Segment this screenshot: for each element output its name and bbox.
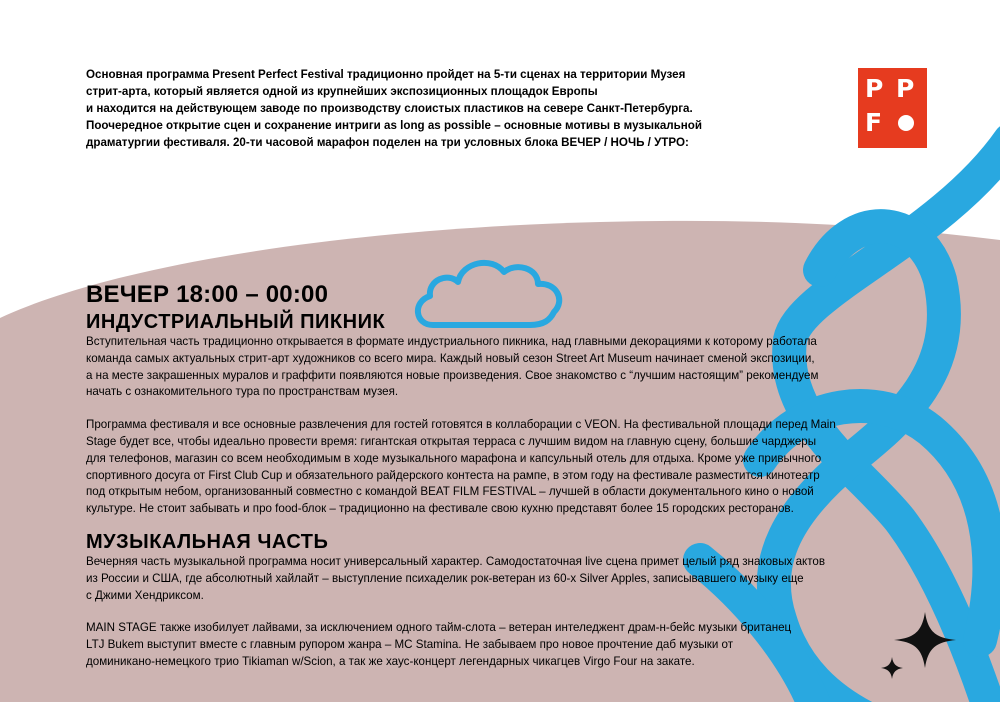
section-subheading: ИНДУСТРИАЛЬНЫЙ ПИКНИК: [86, 311, 386, 333]
logo-letter: P: [865, 74, 884, 103]
text-line: спортивного досуга от First Club Cup и обязательного райдерского контеста на рампе, в этом году на фестивале разместится кинотеатр: [86, 468, 820, 482]
paragraph-music: [86, 554, 916, 604]
paragraph-picnic: [86, 334, 916, 401]
text-line: LTJ Bukem выступит вместе с главным рупором жанра – MC Stamina. Не забываем про новое прочтение даб музыки от: [86, 638, 734, 652]
intro-line: Основная программа Present Perfect Festival традиционно пройдет на 5-ти сценах на территории Музея: [86, 68, 686, 81]
text-line: MAIN STAGE также изобилует лайвами, за исключением одного тайм-слота – ветеран интеледжент драм-н-бейс музыки британец: [86, 621, 792, 635]
text-line: а на месте закрашенных муралов и граффити появляются новые произведения. Свое знакомство с “лучшим настоящим” рекомендуем: [86, 368, 819, 382]
text-line: Вступительная часть традиционно открывается в формате индустриального пикника, над главными декорациями к которому работала: [86, 335, 817, 348]
intro-line: Поочередное открытие сцен и сохранение интриги as long as possible – основные мотивы в музыкальной: [86, 119, 702, 132]
text-line: Программа фестиваля и все основные развлечения для гостей готовятся в коллаборации с VEON. На фестивальной площади перед Main: [86, 418, 836, 432]
text-line: для телефонов, магазин со всем необходимым в ходе музыкального марафона и капсульный отель для отдыха. Кроме уже привычного: [86, 451, 822, 465]
text-line: Stage будет все, чтобы идеально провести время: гигантская открытая терраса с лучшим видом на главную сцену, большие чарджеры: [86, 434, 817, 448]
intro-line: стрит-арта, который является одной из крупнейших экспозиционных площадок Европы: [86, 85, 598, 98]
text-line: Вечерняя часть музыкальной программа носит универсальный характер. Самодостаточная live сцена примет целый ряд знаковых актов: [86, 554, 826, 568]
music-heading: МУЗЫКАЛЬНАЯ ЧАСТЬ: [86, 530, 329, 553]
ppf-logo: [858, 68, 927, 148]
paragraph-main-stage: [86, 620, 916, 670]
text-line: команда самых актуальных стрит-арт художников со всего мира. Каждый новый сезон Street Art Museum начинает сменой экспозиции,: [86, 351, 815, 365]
text-line: доминикано-немецкого трио Tikiaman w/Scion, а так же хаус-концерт легендарных чикагцев Virgo Four на закате.: [86, 654, 695, 668]
main-content: [86, 280, 916, 671]
text-line: с Джими Хендриксом.: [86, 588, 204, 602]
text-line: культуре. Не стоит забывать и про food-блок – традиционно на фестивале свою кухню представят более 15 городских ресторанов.: [86, 502, 794, 516]
intro-line: и находится на действующем заводе по производству слоистых пластиков на севере Санкт-Петербурга.: [86, 102, 693, 115]
logo-letter: P: [896, 74, 915, 103]
intro-line: драматургии фестиваля. 20-ти часовой марафон поделен на три условных блока ВЕЧЕР / НОЧЬ / УТРО:: [86, 136, 689, 149]
intro-text: [86, 66, 846, 151]
text-line: из России и США, где абсолютный хайлайт – выступление психаделик рок-ветеран из 60-х Silver Apples, записывавшего музыку еще: [86, 571, 804, 585]
text-line: начать с ознакомительного тура по пространствам музея.: [86, 385, 399, 399]
paragraph-program: [86, 417, 916, 518]
logo-letter: F: [865, 108, 883, 137]
logo-dot: [898, 115, 914, 131]
text-line: под открытым небом, организованный совместно с командой BEAT FILM FESTIVAL – лучшей в области документального кино о новой: [86, 485, 814, 499]
section-heading: ВЕЧЕР 18:00 – 00:00: [86, 281, 329, 308]
